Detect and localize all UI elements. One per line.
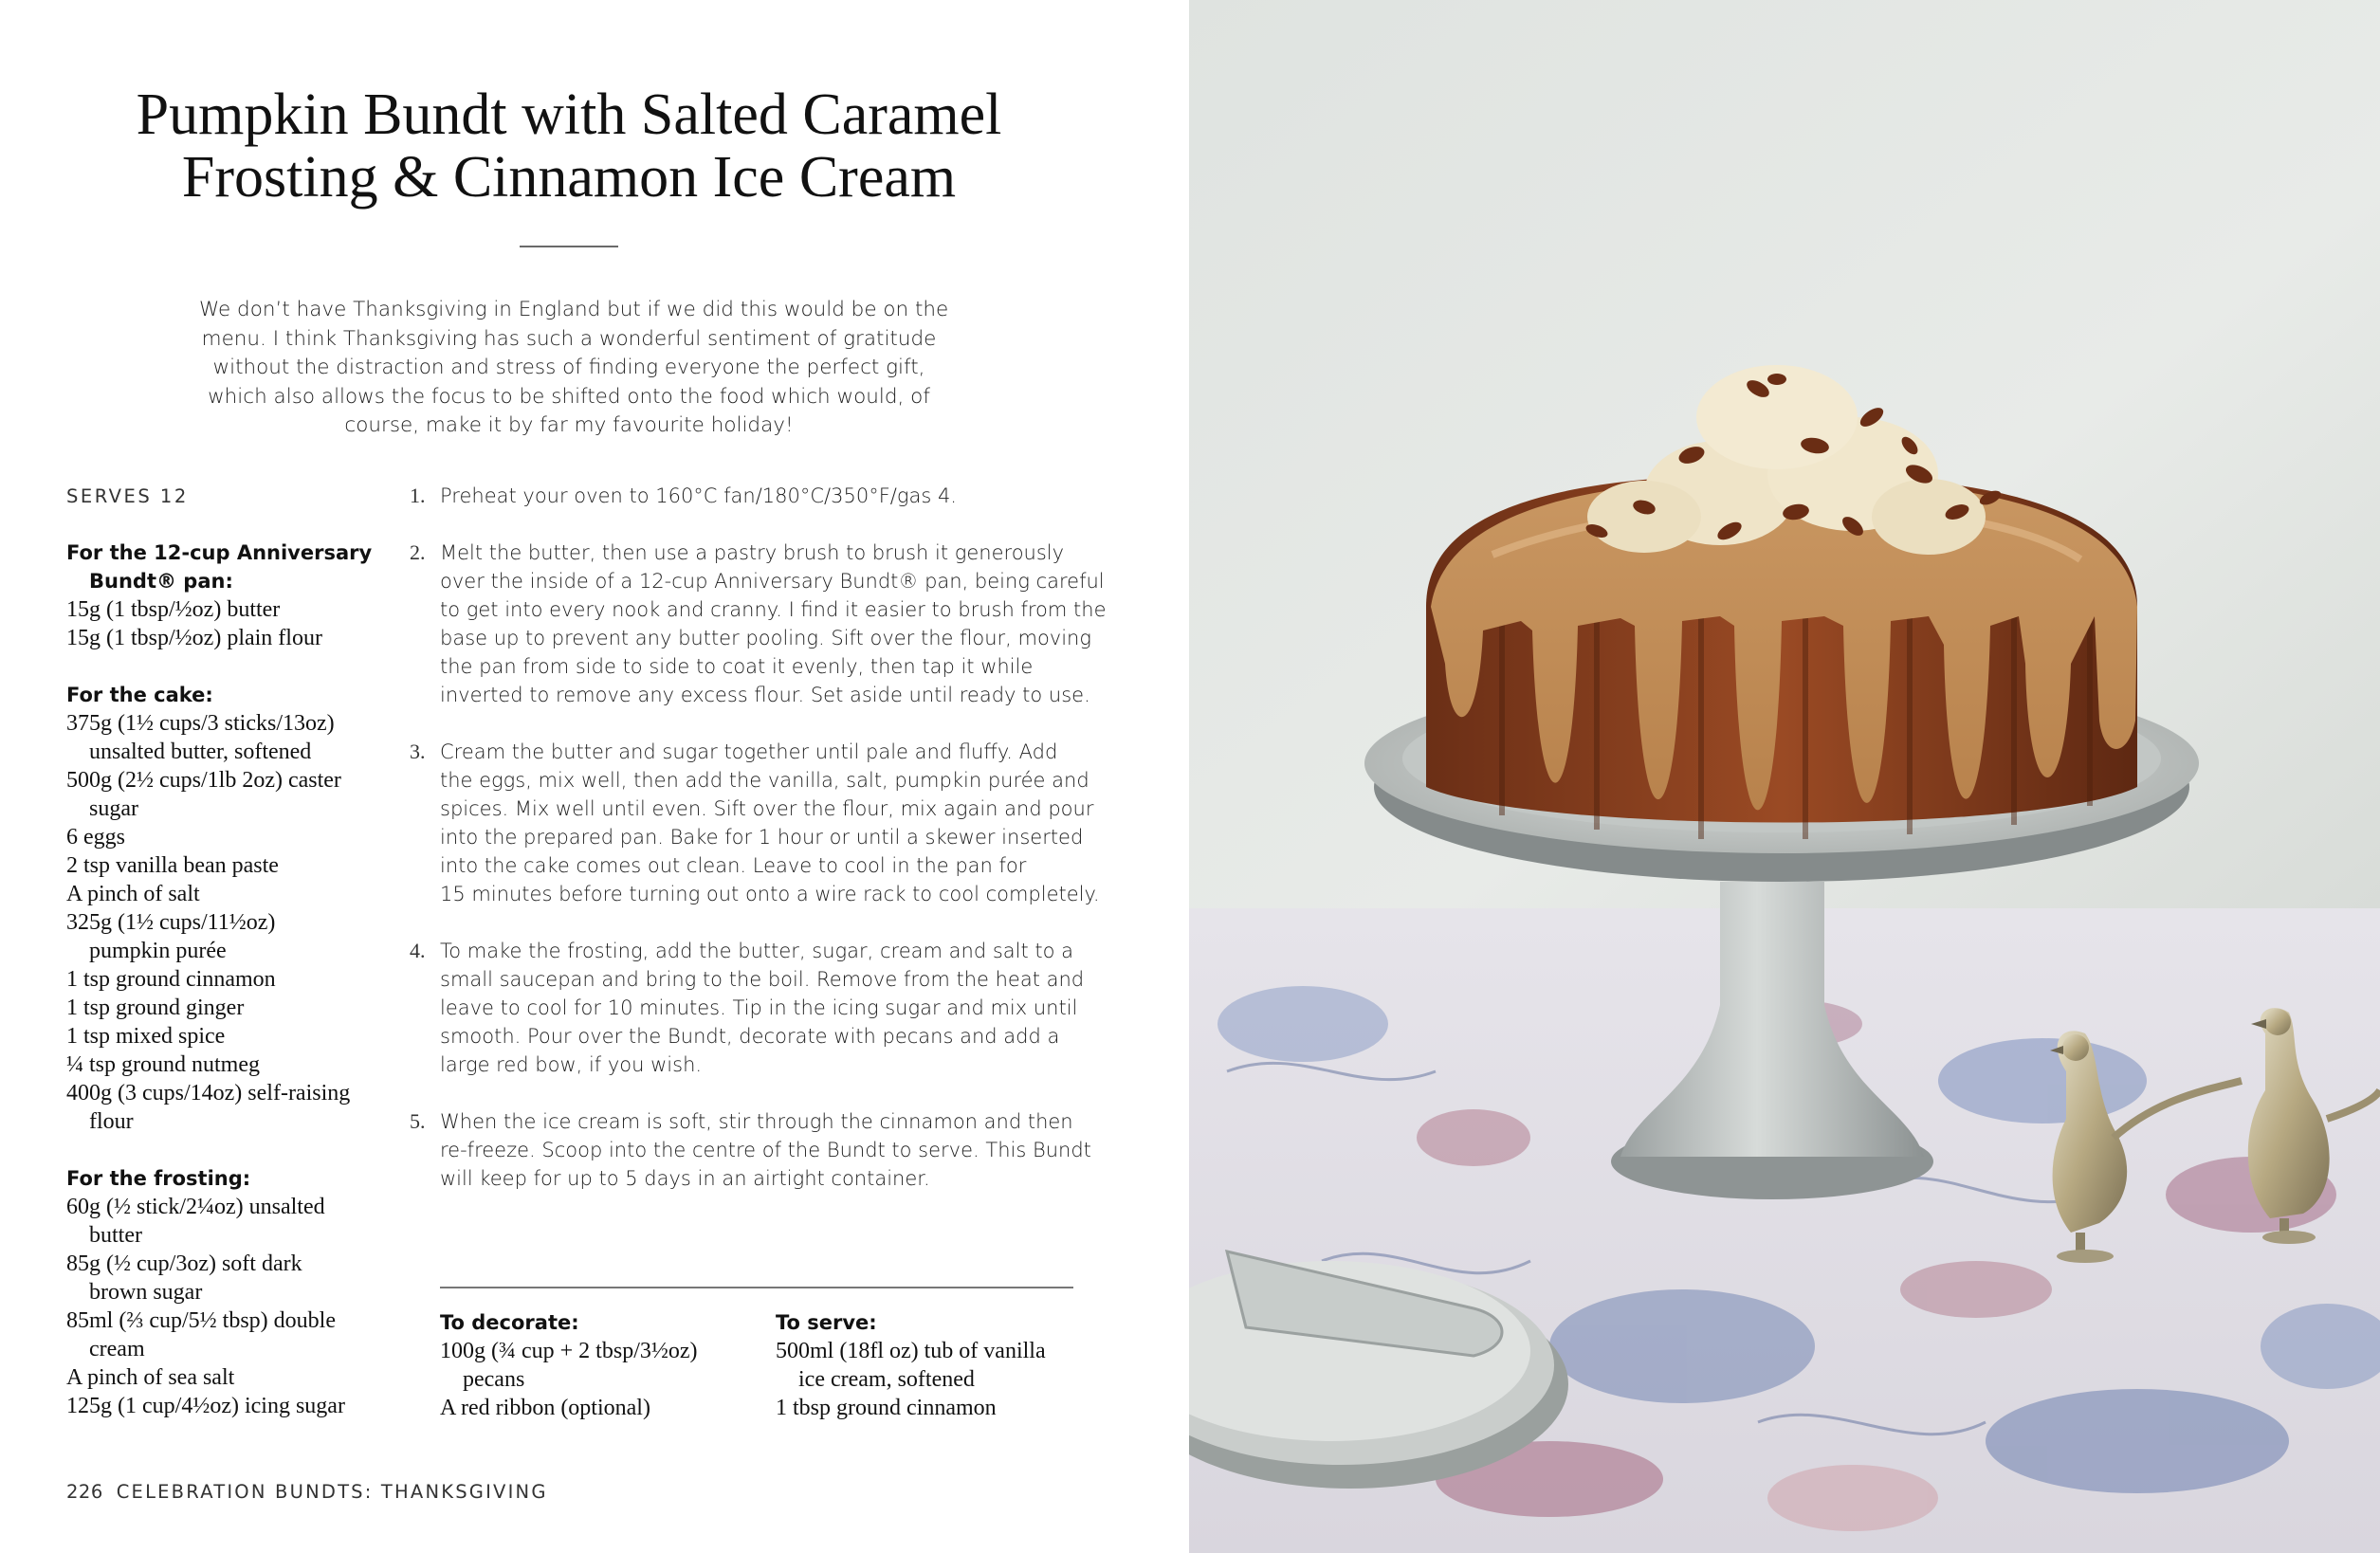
step-text: leave to cool for 10 minutes. Tip in the icing sugar and mix until — [440, 996, 1078, 1019]
ingredient-item: 15g (1 tbsp/½oz) plain flour — [66, 626, 322, 650]
ingredient-item: 60g (½ stick/2¼oz) unsalted — [66, 1195, 325, 1219]
cake-photo — [1189, 0, 2380, 1553]
step-text: the pan from side to side to coat it evenly, then tap it while — [440, 655, 1034, 678]
intro-line: menu. I think Thanksgiving has such a wonderful sentiment of gratitude — [201, 326, 937, 351]
step-text: to get into every nook and cranny. I find it easier to brush from the — [440, 598, 1107, 621]
step-text: Melt the butter, then use a pastry brush to brush it generously — [440, 541, 1065, 564]
frosting-heading: For the frosting: — [66, 1167, 251, 1190]
step-text: the eggs, mix well, then add the vanilla, salt, pumpkin purée and — [440, 769, 1089, 792]
step-number: 5. — [410, 1109, 426, 1133]
step-text: 15 minutes before turning out onto a wire rack to cool completely. — [440, 883, 1100, 905]
method-step — [410, 539, 1107, 709]
ingredient-item: A red ribbon (optional) — [440, 1396, 650, 1420]
serves-label: SERVES 12 — [66, 485, 189, 507]
serve-box — [776, 1308, 1046, 1422]
ingredient-item-cont: butter — [89, 1223, 142, 1248]
ingredient-item-cont: cream — [89, 1337, 145, 1361]
ingredients-column — [66, 539, 408, 1420]
section-name: CELEBRATION BUNDTS: THANKSGIVING — [116, 1481, 548, 1503]
page-footer — [66, 1481, 548, 1503]
ingredient-item: 400g (3 cups/14oz) self-raising — [66, 1081, 351, 1105]
ingredient-item-cont: sugar — [89, 796, 138, 821]
method-steps — [410, 482, 1107, 1221]
intro-line: We don’t have Thanksgiving in England but if we did this would be on the — [199, 298, 949, 321]
ingredient-item: 85g (½ cup/3oz) soft dark — [66, 1252, 302, 1276]
ingredient-item: 1 tbsp ground cinnamon — [776, 1396, 997, 1420]
step-text: To make the frosting, add the butter, sugar, cream and salt to a — [440, 940, 1074, 962]
ingredient-item: 15g (1 tbsp/½oz) butter — [66, 597, 281, 622]
ingredient-item: A pinch of sea salt — [66, 1365, 235, 1390]
step-text: base up to prevent any butter pooling. Sift over the flour, moving — [440, 627, 1091, 649]
decorate-box — [440, 1308, 698, 1422]
cake-heading: For the cake: — [66, 684, 213, 706]
ingredient-item: A pinch of salt — [66, 882, 200, 906]
step-number: 1. — [410, 484, 426, 507]
intro-line: which also allows the focus to be shifted onto the food which would, of — [208, 384, 930, 409]
step-text: large red bow, if you wish. — [440, 1053, 703, 1076]
step-text: into the prepared pan. Bake for 1 hour or until a skewer inserted — [440, 826, 1084, 849]
ingredient-item: 500g (2½ cups/1lb 2oz) caster — [66, 768, 341, 793]
ingredient-item: 1 tsp mixed spice — [66, 1024, 226, 1049]
ingredient-item: 6 eggs — [66, 825, 125, 850]
intro-line: without the distraction and stress of finding everyone the perfect gift, — [212, 356, 925, 379]
ingredient-item: 1 tsp ground ginger — [66, 996, 245, 1020]
ingredient-item: 325g (1½ cups/11½oz) — [66, 910, 276, 935]
intro-paragraph — [199, 296, 949, 441]
step-text: Cream the butter and sugar together until pale and fluffy. Add — [440, 740, 1058, 763]
title-divider — [520, 246, 618, 247]
title-line-2: Frosting & Cinnamon Ice Cream — [181, 145, 957, 210]
step-number: 4. — [410, 939, 426, 962]
ingredient-item-cont: pecans — [463, 1367, 525, 1392]
ingredient-item: 1 tsp ground cinnamon — [66, 967, 276, 992]
step-text: small saucepan and bring to the boil. Remove from the heat and — [440, 968, 1085, 991]
decorate-heading: To decorate: — [440, 1311, 579, 1334]
ingredient-item-cont: pumpkin purée — [89, 939, 227, 963]
ingredient-item-cont: ice cream, softened — [798, 1367, 975, 1392]
ingredient-item: 125g (1 cup/4½oz) icing sugar — [66, 1394, 345, 1418]
step-text: will keep for up to 5 days in an airtight container. — [440, 1167, 930, 1190]
pan-heading: For the 12-cup Anniversary — [66, 541, 373, 564]
ingredient-item: 500ml (18fl oz) tub of vanilla — [776, 1339, 1046, 1363]
ingredient-item-cont: brown sugar — [89, 1280, 203, 1305]
page-number: 226 — [66, 1481, 103, 1503]
title-line-1: Pumpkin Bundt with Salted Caramel — [136, 82, 1002, 147]
ingredient-item: 2 tsp vanilla bean paste — [66, 853, 279, 878]
step-text: Preheat your oven to 160°C fan/180°C/350°F/gas 4. — [440, 484, 957, 507]
ingredient-item: 100g (¾ cup + 2 tbsp/3½oz) — [440, 1339, 698, 1363]
ingredient-item: 375g (1½ cups/3 sticks/13oz) — [66, 711, 335, 736]
serve-heading: To serve: — [776, 1311, 877, 1334]
step-text: smooth. Pour over the Bundt, decorate with pecans and add a — [440, 1025, 1060, 1048]
ingredient-item-cont: flour — [89, 1109, 134, 1134]
pan-heading-cont: Bundt® pan: — [89, 570, 233, 593]
intro-line: course, make it by far my favourite holiday! — [344, 413, 794, 437]
method-step — [410, 738, 1100, 908]
recipe-title — [66, 83, 1071, 209]
recipe-page — [0, 0, 1189, 1553]
step-number: 2. — [410, 540, 426, 564]
step-text: over the inside of a 12-cup Anniversary Bundt® pan, being careful — [440, 570, 1105, 593]
cake-photo-illustration — [1189, 0, 2380, 1553]
method-step — [410, 1107, 1092, 1193]
ingredient-item-cont: unsalted butter, softened — [89, 740, 312, 764]
step-number: 3. — [410, 740, 426, 763]
step-text: into the cake comes out clean. Leave to cool in the pan for — [440, 854, 1027, 877]
method-step — [410, 482, 1092, 510]
step-text: When the ice cream is soft, stir through the cinnamon and then — [440, 1110, 1073, 1133]
ingredient-item: ¼ tsp ground nutmeg — [66, 1052, 260, 1077]
step-text: inverted to remove any excess flour. Set aside until ready to use. — [440, 684, 1090, 706]
ingredient-item: 85ml (⅔ cup/5½ tbsp) double — [66, 1308, 336, 1333]
section-divider — [440, 1287, 1073, 1288]
step-text: re-freeze. Scoop into the centre of the Bundt to serve. This Bundt — [440, 1139, 1091, 1161]
method-step — [410, 937, 1092, 1079]
step-text: spices. Mix well until even. Sift over the flour, mix again and pour — [440, 797, 1094, 820]
